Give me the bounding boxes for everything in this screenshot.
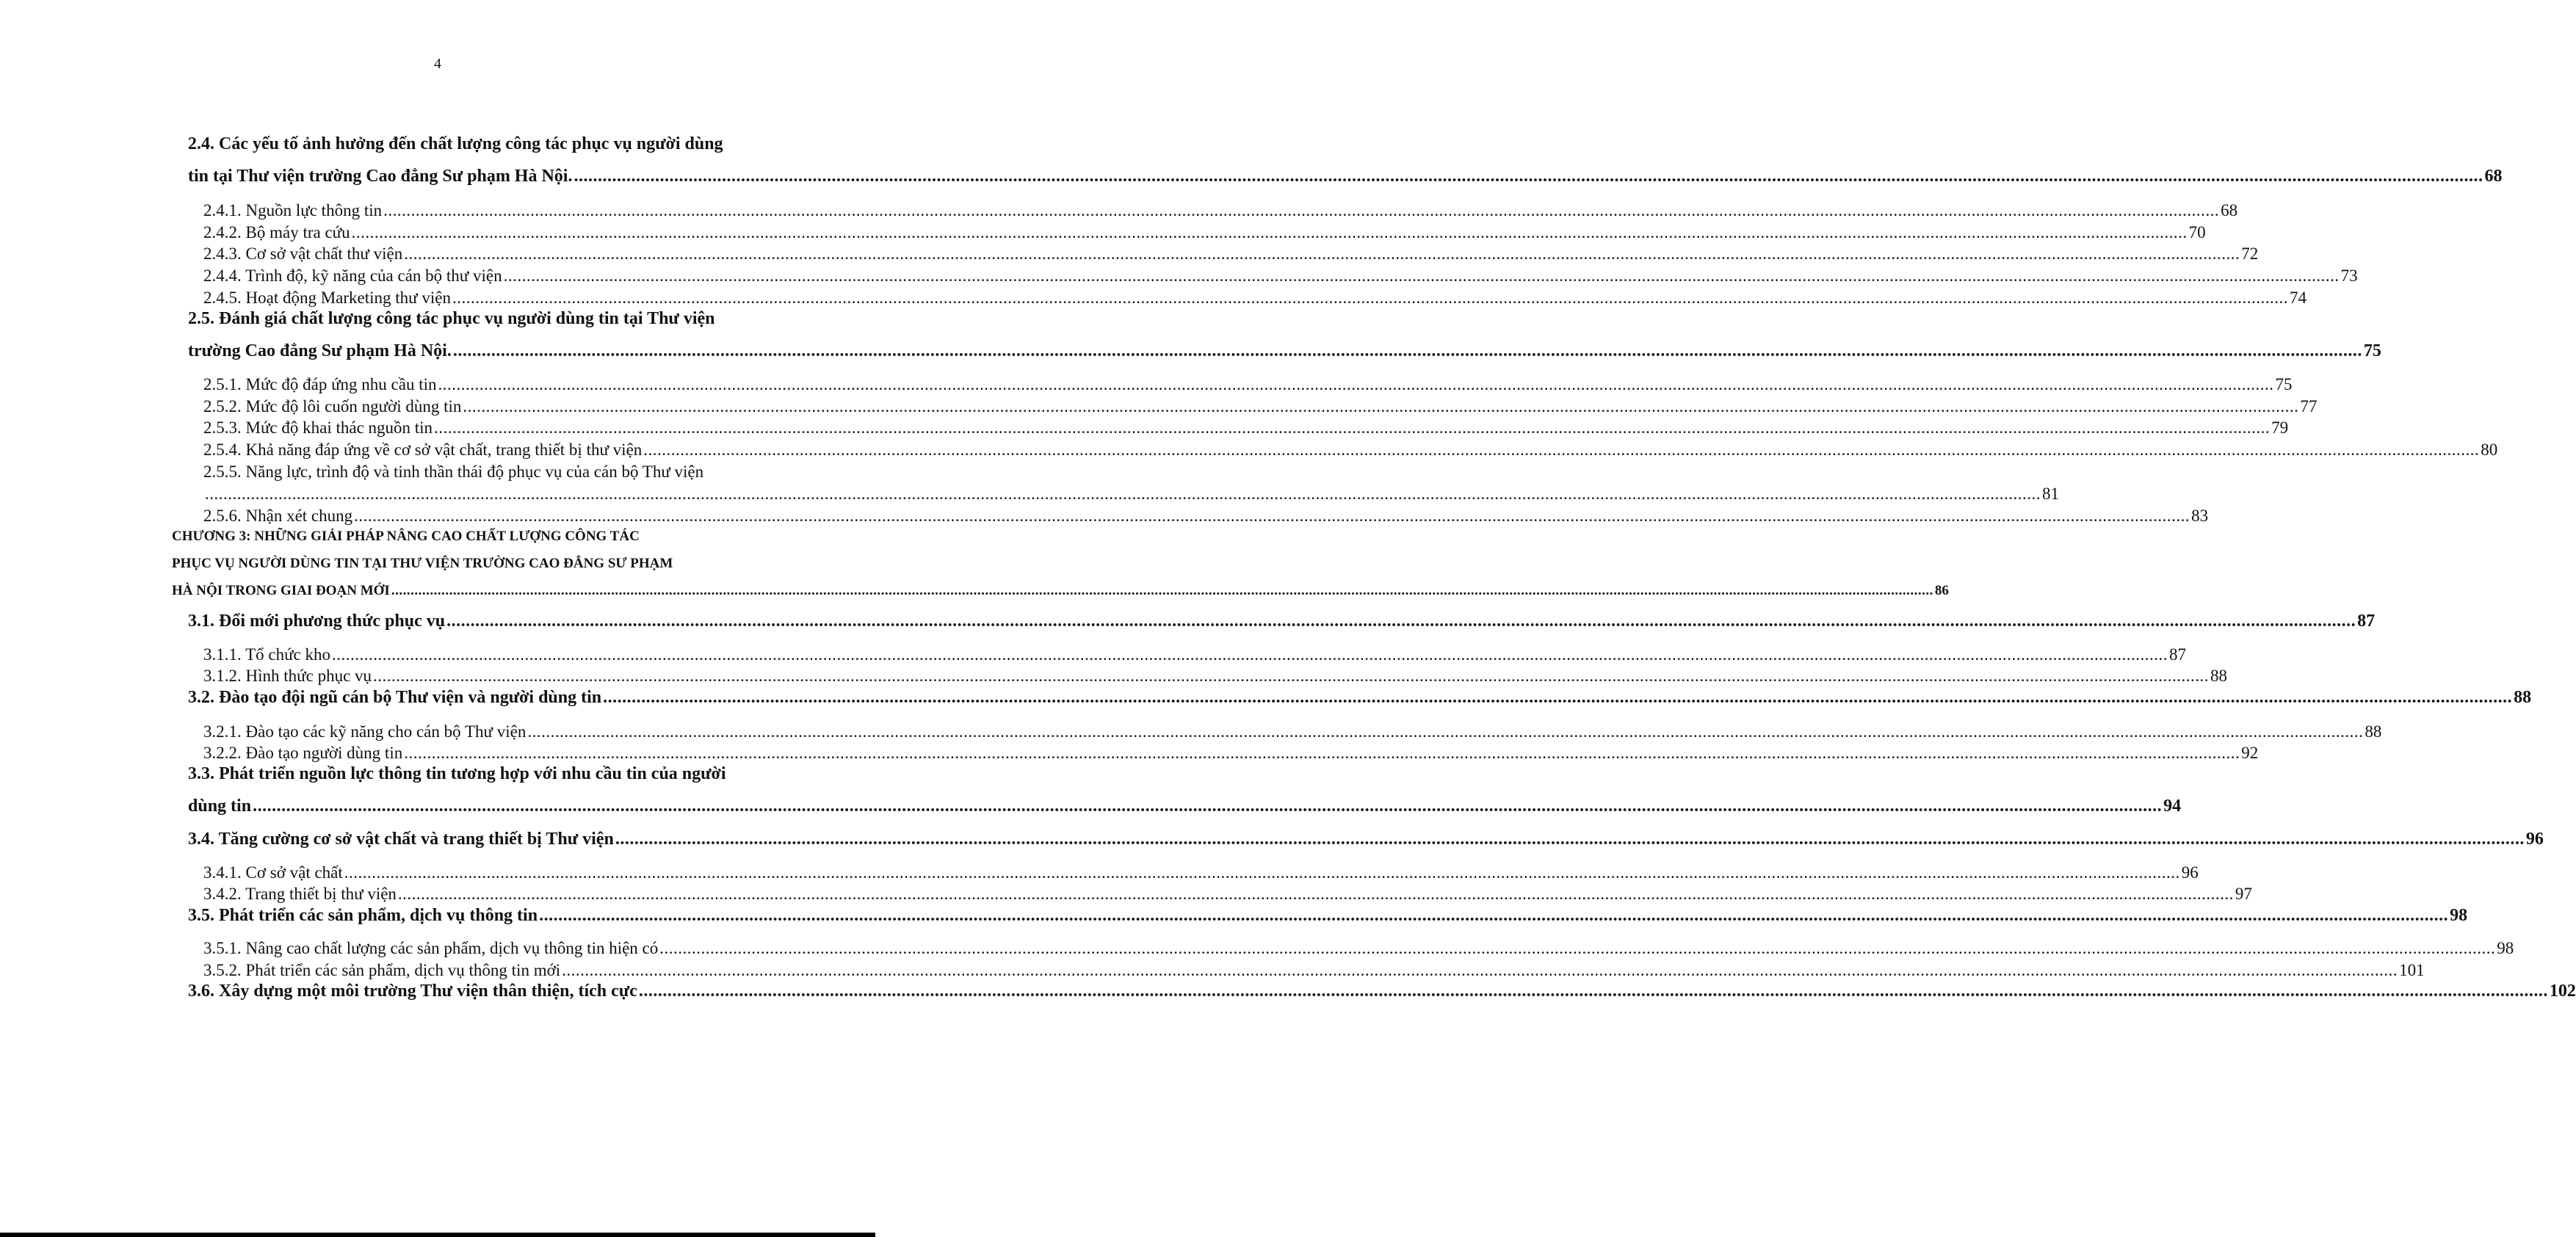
toc-title: dùng tin bbox=[188, 797, 252, 816]
toc-title: 2.4.4. Trình độ, kỹ năng của cán bộ thư viện bbox=[203, 266, 502, 285]
toc-title: 2.5.6. Nhận xét chung bbox=[203, 507, 353, 525]
toc-page: 88 bbox=[2365, 722, 2382, 741]
toc-page: 81 bbox=[2042, 485, 2059, 503]
toc-entry-3-1-1[interactable]: 3.1.1. Tổ chức kho ................................................................................................................................................................................................................................................................................................................................................................................................................ 87 bbox=[203, 645, 2187, 664]
toc-title: trường Cao đẳng Sư phạm Hà Nội. bbox=[188, 341, 452, 360]
toc-title: 2.5.1. Mức độ đáp ứng nhu cầu tin bbox=[203, 375, 437, 393]
toc-entry-2-5-2[interactable]: 2.5.2. Mức độ lôi cuốn người dùng tin ................................................................................................................................................................................................................................................................................................................................................................................................................ 77 bbox=[203, 397, 2318, 416]
toc-page: 83 bbox=[2191, 507, 2209, 525]
toc-entry-3-1[interactable]: 3.1. Đổi mới phương thức phục vụ ................................................................................................................................................................................................................................................................................................................................................................................................................ 87 bbox=[188, 612, 2376, 631]
toc-2-5-line1: 2.5. Đánh giá chất lượng công tác phục vụ người dùng tin tại Thư viện bbox=[188, 309, 715, 328]
toc-page: 96 bbox=[2181, 863, 2199, 882]
toc-page: 80 bbox=[2481, 440, 2498, 459]
toc-page: 94 bbox=[2163, 797, 2182, 816]
toc-title: 3.2.2. Đào tạo người dùng tin bbox=[203, 744, 403, 762]
toc-entry-2-5-6[interactable]: 2.5.6. Nhận xét chung ................................................................................................................................................................................................................................................................................................................................................................................................................ 83 bbox=[203, 507, 2209, 525]
toc-page: 75 bbox=[2363, 341, 2381, 360]
toc-chapter-3-line2: PHỤC VỤ NGƯỜI DÙNG TIN TẠI THƯ VIỆN TRƯỜNG CAO ĐẲNG SƯ PHẠM bbox=[172, 556, 673, 571]
toc-entry-2-5-1[interactable]: 2.5.1. Mức độ đáp ứng nhu cầu tin ................................................................................................................................................................................................................................................................................................................................................................................................................ 75 bbox=[203, 375, 2293, 393]
toc-entry-3-1-2[interactable]: 3.1.2. Hình thức phục vụ ................................................................................................................................................................................................................................................................................................................................................................................................................ 88 bbox=[203, 667, 2228, 685]
toc-page: 88 bbox=[2514, 688, 2532, 707]
toc-page: 86 bbox=[1934, 583, 1949, 598]
toc-page: 97 bbox=[2235, 885, 2252, 903]
toc-entry-2-5[interactable]: trường Cao đẳng Sư phạm Hà Nội. ................................................................................................................................................................................................................................................................................................................................................................................................................ 75 bbox=[188, 341, 2381, 360]
toc-title: 3.5.1. Nâng cao chất lượng các sản phẩm, dịch vụ thông tin hiện có bbox=[203, 939, 659, 957]
toc-page: 68 bbox=[2221, 201, 2238, 220]
toc-title: 2.4.3. Cơ sở vật chất thư viện bbox=[203, 244, 403, 263]
toc-page: 101 bbox=[2399, 961, 2425, 979]
toc-2-4-line1: 2.4. Các yếu tố ảnh hưởng đến chất lượng công tác phục vụ người dùng bbox=[188, 134, 723, 153]
toc-entry-2-4-1[interactable]: 2.4.1. Nguồn lực thông tin ................................................................................................................................................................................................................................................................................................................................................................................................................ 68 bbox=[203, 201, 2238, 220]
toc-entry-2-4-3[interactable]: 2.4.3. Cơ sở vật chất thư viện ................................................................................................................................................................................................................................................................................................................................................................................................................ 72 bbox=[203, 244, 2259, 263]
toc-title: 3.1.1. Tổ chức kho bbox=[203, 645, 331, 664]
toc-page: 74 bbox=[2289, 289, 2307, 307]
toc-entry-2-5-5[interactable]: ................................................................................................................................................................................................................................................................................................................................................................................................................ 81 bbox=[205, 485, 2059, 503]
toc-page: 68 bbox=[2484, 167, 2503, 186]
toc-entry-3-2[interactable]: 3.2. Đào tạo đội ngũ cán bộ Thư viện và người dùng tin ................................................................................................................................................................................................................................................................................................................................................................................................................ 88 bbox=[188, 688, 2532, 707]
toc-title: 2.4.1. Nguồn lực thông tin bbox=[203, 201, 383, 220]
toc-page: 79 bbox=[2271, 418, 2289, 437]
toc-page: 75 bbox=[2275, 375, 2293, 393]
toc-page: 102 bbox=[2549, 982, 2576, 1001]
toc-entry-3-4[interactable]: 3.4. Tăng cường cơ sở vật chất và trang thiết bị Thư viện ................................................................................................................................................................................................................................................................................................................................................................................................................ 96 bbox=[188, 830, 2544, 849]
toc-title: 3.4. Tăng cường cơ sở vật chất và trang thiết bị Thư viện bbox=[188, 830, 614, 849]
toc-title: 2.5.2. Mức độ lôi cuốn người dùng tin bbox=[203, 397, 462, 416]
toc-entry-3-5-1[interactable]: 3.5.1. Nâng cao chất lượng các sản phẩm, dịch vụ thông tin hiện có ................................................................................................................................................................................................................................................................................................................................................................................................................ 98 bbox=[203, 939, 2514, 957]
toc-title: 2.4.2. Bộ máy tra cứu bbox=[203, 223, 350, 242]
toc-entry-3-4-1[interactable]: 3.4.1. Cơ sở vật chất ................................................................................................................................................................................................................................................................................................................................................................................................................ 96 bbox=[203, 863, 2199, 882]
toc-title: 3.1.2. Hình thức phục vụ bbox=[203, 667, 372, 685]
toc-entry-2-4[interactable]: tin tại Thư viện trường Cao đẳng Sư phạm Hà Nội. ................................................................................................................................................................................................................................................................................................................................................................................................................ 68 bbox=[188, 167, 2503, 186]
toc-page: 98 bbox=[2497, 939, 2514, 957]
toc-entry-3-5-2[interactable]: 3.5.2. Phát triển các sản phẩm, dịch vụ thông tin mới ................................................................................................................................................................................................................................................................................................................................................................................................................ 101 bbox=[203, 961, 2425, 979]
toc-entry-3-6[interactable]: 3.6. Xây dựng một môi trường Thư viện thân thiện, tích cực ................................................................................................................................................................................................................................................................................................................................................................................................................ 102 bbox=[188, 982, 2576, 1001]
toc-entry-3-5[interactable]: 3.5. Phát triển các sản phẩm, dịch vụ thông tin ................................................................................................................................................................................................................................................................................................................................................................................................................ 98 bbox=[188, 906, 2468, 925]
toc-page: 88 bbox=[2210, 667, 2228, 685]
toc-title: tin tại Thư viện trường Cao đẳng Sư phạm Hà Nội. bbox=[188, 167, 573, 186]
toc-title: 3.5. Phát triển các sản phẩm, dịch vụ thông tin bbox=[188, 906, 538, 925]
toc-page: 87 bbox=[2169, 645, 2187, 664]
toc-chapter-3-line1: CHƯƠNG 3: NHỮNG GIẢI PHÁP NÂNG CAO CHẤT LƯỢNG CÔNG TÁC bbox=[172, 529, 640, 544]
bottom-edge bbox=[0, 1233, 875, 1237]
toc-title: 3.5.2. Phát triển các sản phẩm, dịch vụ thông tin mới bbox=[203, 961, 561, 979]
toc-title: 2.5.3. Mức độ khai thác nguồn tin bbox=[203, 418, 433, 437]
toc-page: 77 bbox=[2300, 397, 2318, 416]
toc-title: 3.6. Xây dựng một môi trường Thư viện thân thiện, tích cực bbox=[188, 982, 637, 1001]
toc-title: 3.4.2. Trang thiết bị thư viện bbox=[203, 885, 397, 903]
toc-title: 2.5.4. Khả năng đáp ứng về cơ sở vật chất, trang thiết bị thư viện bbox=[203, 440, 643, 459]
toc-entry-2-4-2[interactable]: 2.4.2. Bộ máy tra cứu ................................................................................................................................................................................................................................................................................................................................................................................................................ 70 bbox=[203, 223, 2206, 242]
toc-2-5-5-line1: 2.5.5. Năng lực, trình độ và tinh thần thái độ phục vụ của cán bộ Thư viện bbox=[203, 462, 704, 481]
toc-title: 3.1. Đổi mới phương thức phục vụ bbox=[188, 612, 446, 631]
toc-page: 87 bbox=[2357, 612, 2376, 631]
toc-entry-2-4-5[interactable]: 2.4.5. Hoạt động Marketing thư viện ................................................................................................................................................................................................................................................................................................................................................................................................................ 74 bbox=[203, 289, 2307, 307]
toc-title: 3.2.1. Đào tạo các kỹ năng cho cán bộ Thư viện bbox=[203, 722, 527, 741]
toc-entry-chapter-3[interactable]: HÀ NỘI TRONG GIAI ĐOẠN MỚI ................................................................................................................................................................................................................................................................................................................................................................................................................ 86 bbox=[172, 583, 1949, 598]
toc-page: 98 bbox=[2450, 906, 2468, 925]
toc-entry-2-4-4[interactable]: 2.4.4. Trình độ, kỹ năng của cán bộ thư viện ................................................................................................................................................................................................................................................................................................................................................................................................................ 73 bbox=[203, 266, 2358, 285]
toc-page: 92 bbox=[2241, 744, 2259, 762]
toc-3-3-line1: 3.3. Phát triển nguồn lực thông tin tương hợp với nhu cầu tin của người bbox=[188, 764, 726, 783]
toc-entry-3-2-2[interactable]: 3.2.2. Đào tạo người dùng tin ................................................................................................................................................................................................................................................................................................................................................................................................................ 92 bbox=[203, 744, 2259, 762]
toc-page: 73 bbox=[2340, 266, 2358, 285]
toc-page: 72 bbox=[2241, 244, 2259, 263]
toc-page: 96 bbox=[2525, 830, 2544, 849]
toc-entry-2-5-3[interactable]: 2.5.3. Mức độ khai thác nguồn tin ................................................................................................................................................................................................................................................................................................................................................................................................................ 79 bbox=[203, 418, 2289, 437]
toc-title: HÀ NỘI TRONG GIAI ĐOẠN MỚI bbox=[172, 583, 390, 598]
toc-entry-3-4-2[interactable]: 3.4.2. Trang thiết bị thư viện ................................................................................................................................................................................................................................................................................................................................................................................................................ 97 bbox=[203, 885, 2252, 903]
toc-entry-2-5-4[interactable]: 2.5.4. Khả năng đáp ứng về cơ sở vật chất, trang thiết bị thư viện ................................................................................................................................................................................................................................................................................................................................................................................................................ 80 bbox=[203, 440, 2498, 459]
toc-title: 3.2. Đào tạo đội ngũ cán bộ Thư viện và người dùng tin bbox=[188, 688, 602, 707]
toc-title: 3.4.1. Cơ sở vật chất bbox=[203, 863, 343, 882]
toc-entry-3-3[interactable]: dùng tin ................................................................................................................................................................................................................................................................................................................................................................................................................ 94 bbox=[188, 797, 2182, 816]
toc-entry-3-2-1[interactable]: 3.2.1. Đào tạo các kỹ năng cho cán bộ Thư viện ................................................................................................................................................................................................................................................................................................................................................................................................................ 88 bbox=[203, 722, 2382, 741]
page-number: 4 bbox=[434, 56, 441, 72]
toc-page: 70 bbox=[2188, 223, 2206, 242]
toc-title: 2.4.5. Hoạt động Marketing thư viện bbox=[203, 289, 451, 307]
